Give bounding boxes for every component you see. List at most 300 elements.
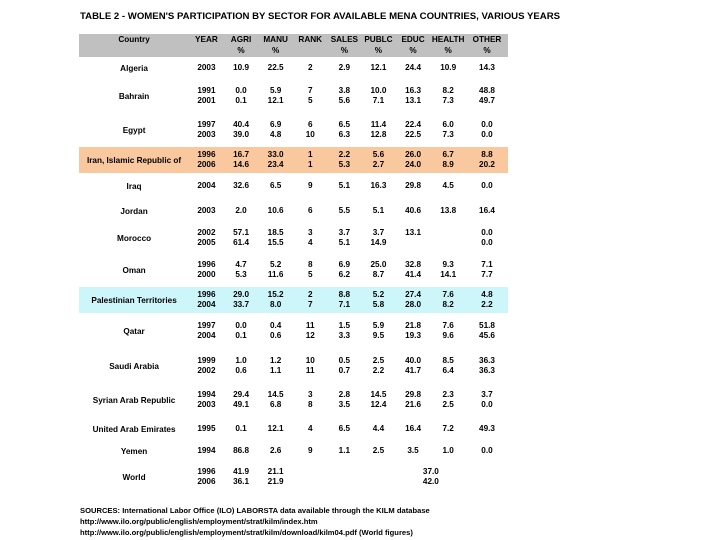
other-cell [466,223,508,253]
col-header-manu: MANU [258,34,293,45]
agri-value: 14.6 [233,160,249,169]
unit-other: % [466,45,508,57]
educ-cell [396,173,431,199]
educ-value: 29.8 [405,390,421,399]
publc-value: 14.5 [370,390,387,399]
educ-value: 16.3 [405,86,421,95]
other-value [466,477,508,487]
sales-value: 1.5 [338,321,351,330]
sources-line: SOURCES: International Labor Office (ILO) LABORSTA data available through the KILM database [80,506,430,515]
table-row [79,113,508,147]
table-row [79,461,508,493]
manu-value: 22.5 [267,63,284,72]
health-value: 7.3 [442,130,454,139]
year-value: 2004 [197,331,216,340]
sales-value: 5.3 [338,160,351,169]
agri-value: 36.1 [233,477,249,486]
agri-value: 33.7 [233,300,249,309]
manu-value: 12.1 [267,424,284,433]
col-header-agri: AGRI [224,34,259,45]
manu-cell [258,57,293,79]
health-value: 8.9 [442,160,454,169]
sales-value: 7.1 [338,300,351,309]
agri-value: 86.8 [233,446,249,455]
publc-cell [361,383,396,417]
source-url-kilm-index[interactable]: http://www.ilo.org/public/english/employment/strat/kilm/index.htm [80,517,318,526]
manu-cell [258,441,293,461]
manu-cell [258,287,293,313]
other-cell [466,57,508,79]
rank-value: 2 [307,63,313,72]
year-value: 1999 [197,356,216,365]
year-value: 2003 [197,400,216,409]
manu-value: 4.8 [269,130,282,139]
participation-table [79,34,508,493]
manu-value: 0.6 [269,331,282,340]
year-cell [189,313,224,349]
health-value: 2.5 [442,400,454,409]
agri-cell [224,313,259,349]
agri-value: 4.7 [235,260,247,269]
rank-cell [293,383,328,417]
sales-value: 2.8 [338,390,351,399]
rank-cell [293,441,328,461]
other-cell [466,461,508,493]
sales-cell [328,173,362,199]
source-url-kilm04[interactable]: http://www.ilo.org/public/english/employment/strat/kilm/download/kilm04.pdf (World figures) [80,528,413,537]
sales-cell [328,287,362,313]
rank-cell [293,113,328,147]
rank-cell [293,199,328,223]
agri-value: 29.4 [233,390,249,399]
other-value: 49.3 [479,424,495,433]
health-cell [430,113,466,147]
agri-cell [224,223,259,253]
health-cell [430,349,466,383]
manu-cell [258,461,293,493]
publc-cell [361,349,396,383]
health-cell [430,253,466,287]
rank-value: 1 [307,150,313,159]
sales-cell [328,383,362,417]
publc-value: 4.4 [372,424,385,433]
agri-value: 0.0 [235,86,247,95]
publc-value: 5.6 [372,150,385,159]
educ-value: 13.1 [405,96,421,105]
other-value: 0.0 [481,228,493,237]
table-row [79,383,508,417]
rank-value: 4 [307,238,313,247]
other-cell [466,441,508,461]
sources-note [80,505,430,538]
agri-cell [224,383,259,417]
publc-value: 8.7 [372,270,385,279]
agri-cell [224,349,259,383]
rank-value: 11 [305,321,315,330]
manu-cell [258,113,293,147]
health-value: 6.4 [442,366,454,375]
educ-value: 21.8 [405,321,421,330]
year-cell [189,57,224,79]
publc-cell [361,173,396,199]
col-header-publc: PUBLC [361,34,396,45]
year-value: 1997 [197,120,216,129]
other-value: 48.8 [479,86,495,95]
educ-cell [396,253,431,287]
table-body [79,57,508,493]
other-value: 8.8 [481,150,493,159]
health-value: 9.3 [442,260,454,269]
rank-value: 11 [305,366,315,375]
country-cell: Iran, Islamic Republic of [79,147,189,173]
health-value: 6.7 [442,150,454,159]
health-value: 4.5 [442,181,454,190]
health-cell [430,313,466,349]
other-value: 36.3 [479,366,495,375]
publc-value [361,467,396,477]
educ-value: 19.3 [405,331,421,340]
manu-value: 11.6 [267,270,284,279]
educ-cell [396,287,431,313]
rank-value: 5 [307,96,313,105]
agri-value: 0.1 [235,96,247,105]
health-value: 14.1 [440,270,457,279]
educ-value: 40.6 [405,206,421,215]
sales-value: 5.1 [338,238,351,247]
country-cell: Oman [122,265,146,275]
sales-value: 2.2 [338,150,351,159]
year-cell [189,287,224,313]
health-cell [430,79,466,113]
other-value: 51.8 [479,321,495,330]
sales-value: 3.3 [338,331,351,340]
year-value: 2002 [197,366,216,375]
sales-value: 0.5 [338,356,351,365]
educ-cell [396,57,431,79]
educ-value: 27.4 [405,290,421,299]
rank-value: 5 [307,270,313,279]
year-cell [189,147,224,173]
rank-value: 2 [307,290,313,299]
educ-cell [396,349,431,383]
educ-value: 24.4 [405,63,421,72]
agri-cell [224,199,259,223]
publc-value: 7.1 [372,96,385,105]
table-row [79,287,508,313]
manu-value: 2.6 [269,446,282,455]
other-value: 0.0 [481,181,493,190]
manu-value: 15.2 [267,290,284,299]
educ-value: 41.7 [405,366,421,375]
publc-value: 12.1 [370,63,387,72]
manu-cell [258,199,293,223]
agri-value: 32.6 [233,181,249,190]
other-value: 4.8 [481,290,493,299]
educ-cell [396,113,431,147]
manu-value: 5.9 [269,86,282,95]
health-value: 13.8 [440,206,457,215]
educ-value: 16.4 [405,424,421,433]
rank-value: 8 [307,400,313,409]
year-value: 2002 [197,228,216,237]
publc-cell [361,417,396,441]
publc-value: 14.9 [370,238,387,247]
rank-value: 9 [307,446,313,455]
other-value: 49.7 [479,96,495,105]
year-value: 1994 [197,446,216,455]
year-value: 1996 [197,260,216,269]
year-value: 2004 [197,300,216,309]
rank-value: 1 [307,160,313,169]
country-cell: Iraq [126,181,142,191]
year-value: 1996 [197,290,216,299]
health-cell [430,57,466,79]
health-cell [430,383,466,417]
rank-cell [293,79,328,113]
agri-value: 0.1 [235,424,247,433]
agri-cell [224,253,259,287]
publc-cell [361,441,396,461]
manu-cell [258,383,293,417]
table-row [79,313,508,349]
table-row [79,79,508,113]
agri-value: 5.3 [235,270,247,279]
unit-educ: % [396,45,431,57]
publc-value: 9.5 [372,331,385,340]
other-value: 7.7 [481,270,493,279]
publc-value: 2.7 [372,160,385,169]
publc-value: 2.2 [372,366,385,375]
sales-cell [328,199,362,223]
col-header-rank: RANK [293,34,328,45]
manu-value: 15.5 [267,238,284,247]
agri-value: 0.6 [235,366,247,375]
sales-value: 6.2 [338,270,351,279]
year-cell [189,79,224,113]
rank-value: 10 [305,356,315,365]
year-cell [189,173,224,199]
rank-cell [293,223,328,253]
rank-value [293,477,328,487]
sales-value: 5.1 [338,181,351,190]
educ-value: 41.4 [405,270,421,279]
rank-cell [293,57,328,79]
col-header-country: Country [79,34,189,45]
year-value: 2001 [197,96,216,105]
educ-value: 3.5 [407,446,419,455]
publc-value: 12.8 [370,130,387,139]
agri-cell [224,57,259,79]
rank-cell [293,287,328,313]
sales-cell [328,113,362,147]
sales-value: 2.9 [338,63,351,72]
agri-cell [224,113,259,147]
manu-value: 23.4 [267,160,284,169]
publc-cell [361,199,396,223]
publc-cell [361,223,396,253]
rank-value: 4 [307,424,313,433]
agri-value: 16.7 [233,150,249,159]
health-value: 2.3 [442,390,454,399]
year-cell [189,383,224,417]
unit-agri: % [224,45,259,57]
sales-cell [328,253,362,287]
rank-value: 6 [307,120,313,129]
educ-value: 24.0 [405,160,421,169]
other-cell [466,349,508,383]
agri-value: 2.0 [235,206,247,215]
health-cell [430,199,466,223]
manu-value: 6.9 [269,120,282,129]
year-value: 2003 [197,63,216,72]
sales-cell [328,223,362,253]
other-value: 36.3 [479,356,495,365]
other-value: 45.6 [479,331,495,340]
manu-value: 1.2 [269,356,282,365]
educ-value: 22.4 [405,120,421,129]
country-cell: Yemen [120,446,148,456]
agri-cell [224,461,259,493]
manu-cell [258,223,293,253]
other-cell [466,417,508,441]
health-value: 7.6 [442,290,454,299]
other-cell [466,113,508,147]
other-value: 7.1 [481,260,493,269]
year-cell [189,349,224,383]
year-value: 2003 [197,130,216,139]
other-cell [466,287,508,313]
year-cell [189,113,224,147]
agri-value: 40.4 [233,120,249,129]
other-cell [466,79,508,113]
agri-cell [224,79,259,113]
health-cell [430,147,466,173]
educ-value [396,238,431,248]
col-header-sales: SALES [328,34,362,45]
agri-value: 29.0 [233,290,249,299]
sales-value [328,477,362,487]
publc-value: 5.8 [372,300,385,309]
health-value: 8.2 [442,300,454,309]
rank-value: 3 [307,228,313,237]
manu-value: 33.0 [267,150,284,159]
agri-value: 10.9 [233,63,249,72]
sales-cell [328,441,362,461]
year-cell [189,253,224,287]
unit-year [189,45,224,57]
manu-value: 6.8 [269,400,282,409]
educ-value: 32.8 [405,260,421,269]
manu-value: 6.5 [269,181,282,190]
table-row [79,57,508,79]
educ-value: 42.0 [422,477,439,486]
sales-cell [328,313,362,349]
sales-value: 0.7 [338,366,351,375]
health-value: 6.0 [442,120,454,129]
manu-value: 1.1 [269,366,282,375]
publc-cell [361,253,396,287]
educ-cell [396,441,431,461]
educ-value: 22.5 [405,130,421,139]
table-row [79,223,508,253]
year-value: 1994 [197,390,216,399]
educ-cell [396,147,431,173]
rank-value: 8 [307,260,313,269]
other-cell [466,383,508,417]
manu-cell [258,349,293,383]
manu-cell [258,313,293,349]
publc-value: 5.1 [372,206,385,215]
other-cell [466,173,508,199]
publc-value: 10.0 [370,86,387,95]
country-cell: Jordan [120,206,148,216]
manu-value: 8.0 [269,300,282,309]
educ-cell [396,313,431,349]
other-value: 0.0 [481,130,493,139]
health-value: 8.2 [442,86,454,95]
year-value: 1991 [197,86,216,95]
other-value: 2.2 [481,300,493,309]
educ-value: 40.0 [405,356,421,365]
year-cell [189,199,224,223]
educ-cell [396,383,431,417]
publc-value: 11.4 [370,120,387,129]
publc-value [361,477,396,487]
table-row [79,147,508,173]
country-cell: World [122,472,146,482]
table-row [79,349,508,383]
health-cell [430,287,466,313]
agri-cell [224,417,259,441]
country-cell: Saudi Arabia [109,361,159,371]
col-header-health: HEALTH [431,35,465,44]
rank-value: 6 [307,206,313,215]
manu-value: 21.9 [267,477,284,486]
other-cell [466,147,508,173]
rank-value [293,467,328,477]
country-cell: Bahrain [118,91,150,101]
unit-health: % [430,45,466,57]
health-value: 7.3 [442,96,454,105]
rank-value: 7 [307,86,313,95]
agri-value: 57.1 [233,228,249,237]
units-row [79,45,508,57]
educ-cell [396,223,431,253]
other-value [466,467,508,477]
other-cell [466,313,508,349]
sales-value: 3.7 [338,228,351,237]
sales-value: 6.5 [338,424,351,433]
agri-cell [224,287,259,313]
country-cell: United Arab Emirates [92,424,176,434]
publc-value: 3.7 [372,228,385,237]
health-cell [430,173,466,199]
rank-value: 12 [305,331,315,340]
manu-cell [258,253,293,287]
col-header-educ: EDUC [396,34,431,45]
publc-value: 16.3 [370,181,387,190]
educ-cell [396,79,431,113]
sales-cell [328,147,362,173]
year-value: 2003 [197,206,216,215]
sales-value [328,467,362,477]
sales-value: 5.5 [338,206,351,215]
publc-value: 5.2 [372,290,385,299]
header-row [79,34,508,45]
rank-cell [293,313,328,349]
rank-cell [293,147,328,173]
health-value: 7.2 [442,424,454,433]
